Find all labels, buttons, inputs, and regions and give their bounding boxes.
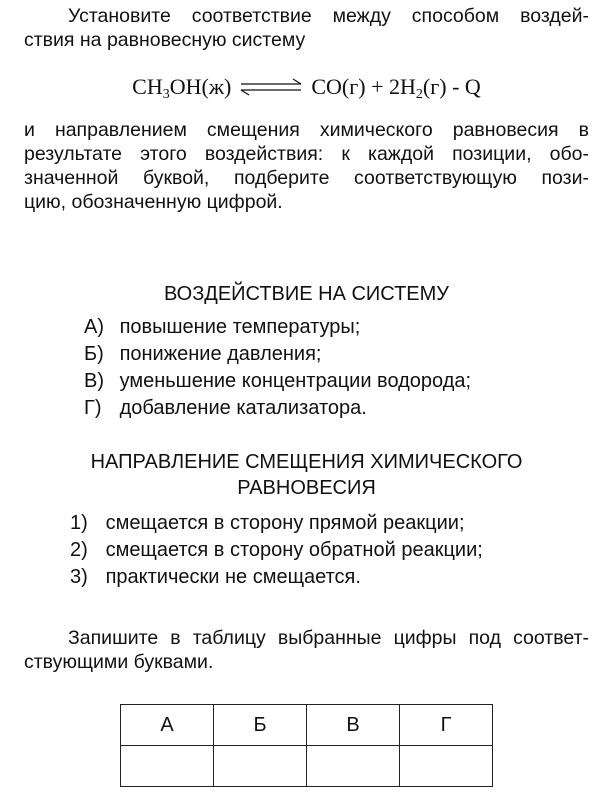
equation-products: $CO(г) + 2H_2(г) - Q$ (311, 74, 481, 102)
body-line-3: значенной буквой, подберите соответствующую пози- (24, 167, 589, 189)
direction-option: 2) смещается в сторону обратной реакции; (70, 539, 483, 561)
answer-cell-a[interactable] (121, 746, 214, 787)
equilibrium-arrow-icon (239, 77, 303, 97)
body-line-2: результате этого воздействия: к каждой позиции, обо- (24, 143, 589, 165)
answer-header-b: Б (214, 705, 307, 746)
effect-option: В) уменьшение концентрации водорода; (84, 370, 472, 392)
intro-line-2: ствия на равновесную систему (24, 29, 306, 51)
reaction-equation (0, 70, 613, 104)
section-heading-direction-1: НАПРАВЛЕНИЕ СМЕЩЕНИЯ ХИМИЧЕСКОГО (90, 451, 523, 473)
section-heading-effect: ВОЗДЕЙСТВИЕ НА СИСТЕМУ (163, 283, 450, 305)
effect-option: А) повышение температуры; (84, 316, 361, 338)
effect-options-list (84, 314, 471, 422)
direction-option: 1) смещается в сторону прямой реакции; (70, 512, 465, 534)
intro-line-1: Установите соответствие между способом воздей- (68, 5, 589, 27)
answer-table-value-row (121, 746, 493, 787)
answer-header-a: А (121, 705, 214, 746)
answer-table-header-row (121, 705, 493, 746)
effect-option: Г) добавление катализатора. (84, 397, 367, 419)
answer-cell-v[interactable] (307, 746, 400, 787)
answer-table (120, 704, 493, 787)
answer-header-v: В (307, 705, 400, 746)
answer-cell-b[interactable] (214, 746, 307, 787)
instruction-line-1: Запишите в таблицу выбранные цифры под соответ- (68, 627, 589, 649)
body-line-4: цию, обозначенную цифрой. (24, 191, 283, 213)
answer-header-g: Г (400, 705, 493, 746)
direction-options-list (70, 510, 483, 591)
effect-option: Б) понижение давления; (84, 343, 322, 365)
answer-cell-g[interactable] (400, 746, 493, 787)
section-heading-direction-2: РАВНОВЕСИЯ (237, 477, 376, 499)
direction-option: 3) практически не смещается. (70, 566, 361, 588)
equation-reactant: $CH_3OH(ж)$ (132, 74, 232, 102)
body-line-1: и направлением смещения химического равновесия в (24, 119, 589, 141)
instruction-line-2: ствующими буквами. (24, 651, 214, 673)
